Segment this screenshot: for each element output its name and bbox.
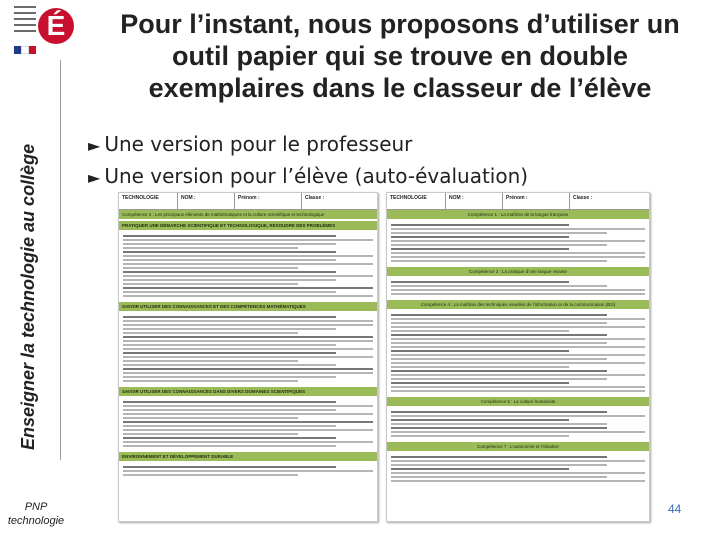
doc-section: Compétence 1 : La maîtrise de la langue française [387, 210, 649, 219]
bullet-item-professeur [88, 128, 528, 160]
arrow-bullet-icon: ► [88, 136, 101, 155]
bullet-list [88, 128, 528, 192]
doc-section: Compétence 3 : Les principaux éléments de mathématiques et la culture scientifique et technologique [119, 210, 377, 219]
ministry-logo [14, 2, 66, 58]
slide-title: Pour l’instant, nous proposons d’utiliser un outil papier qui se trouve en double exemplaires dans le classeur de l’élève [120, 9, 680, 103]
doc-section: SAVOIR UTILISER DES CONNAISSANCES ET DES COMPÉTENCES MATHÉMATIQUES [119, 302, 377, 311]
education-e-icon: É [38, 8, 74, 44]
doc-section: SAVOIR UTILISER DES CONNAISSANCES DANS DIVERS DOMAINES SCIENTIFIQUES [119, 387, 377, 396]
pnp-footer [6, 500, 66, 528]
doc-section: ENVIRONNEMENT ET DÉVELOPPEMENT DURABLE [119, 452, 377, 461]
document-eleve [386, 192, 650, 522]
doc-content-block [119, 461, 377, 481]
doc-header-cell: Prénom : [235, 193, 302, 209]
doc-content-block [387, 309, 649, 397]
bullet-item-eleve [88, 160, 528, 192]
french-flag-icon [14, 46, 36, 54]
doc-header-cell: Classe : [305, 195, 325, 201]
sidebar-divider [60, 60, 61, 460]
document-professeur [118, 192, 378, 522]
bullet-text: Une version pour le professeur [104, 132, 413, 156]
doc-section: Compétence 7 : L’autonomie et l’initiative [387, 442, 649, 451]
doc-header-cell: TECHNOLOGIE [387, 193, 446, 209]
page-number: 44 [668, 502, 682, 516]
doc-section: Compétence 4 : La maîtrise des techniques usuelles de l’information et de la communication (B2i) [387, 300, 649, 309]
doc-content-block [387, 276, 649, 300]
doc-section: Compétence 5 : La culture humaniste [387, 397, 649, 406]
doc-header-cell: Prénom : [503, 193, 570, 209]
arrow-bullet-icon: ► [88, 168, 101, 187]
pnp-label: PNP [24, 501, 48, 513]
doc-content-block [119, 311, 377, 387]
doc-header-cell: TECHNOLOGIE [119, 193, 178, 209]
doc-content-block [387, 451, 649, 487]
doc-header-cell: NOM : [178, 193, 235, 209]
ministry-logo-text-lines [14, 6, 36, 36]
bullet-text: Une version pour l’élève (auto-évaluation) [104, 164, 529, 188]
vertical-sidebar-title: Enseigner la technologie au collège [18, 143, 38, 450]
doc-header-cell: NOM : [446, 193, 503, 209]
doc-content-block [119, 230, 377, 302]
doc-header [119, 193, 377, 210]
technologie-label: technologie [7, 515, 65, 527]
doc-section: PRATIQUER UNE DÉMARCHE SCIENTIFIQUE ET TECHNOLOGIQUE, RÉSOUDRE DES PROBLÈMES [119, 221, 377, 230]
doc-content-block [387, 219, 649, 267]
doc-content-block [119, 396, 377, 452]
doc-section: Compétence 2 : La pratique d’une langue vivante [387, 267, 649, 276]
doc-content-block [387, 406, 649, 442]
doc-header-cell: Classe : [573, 195, 593, 201]
doc-header [387, 193, 649, 210]
